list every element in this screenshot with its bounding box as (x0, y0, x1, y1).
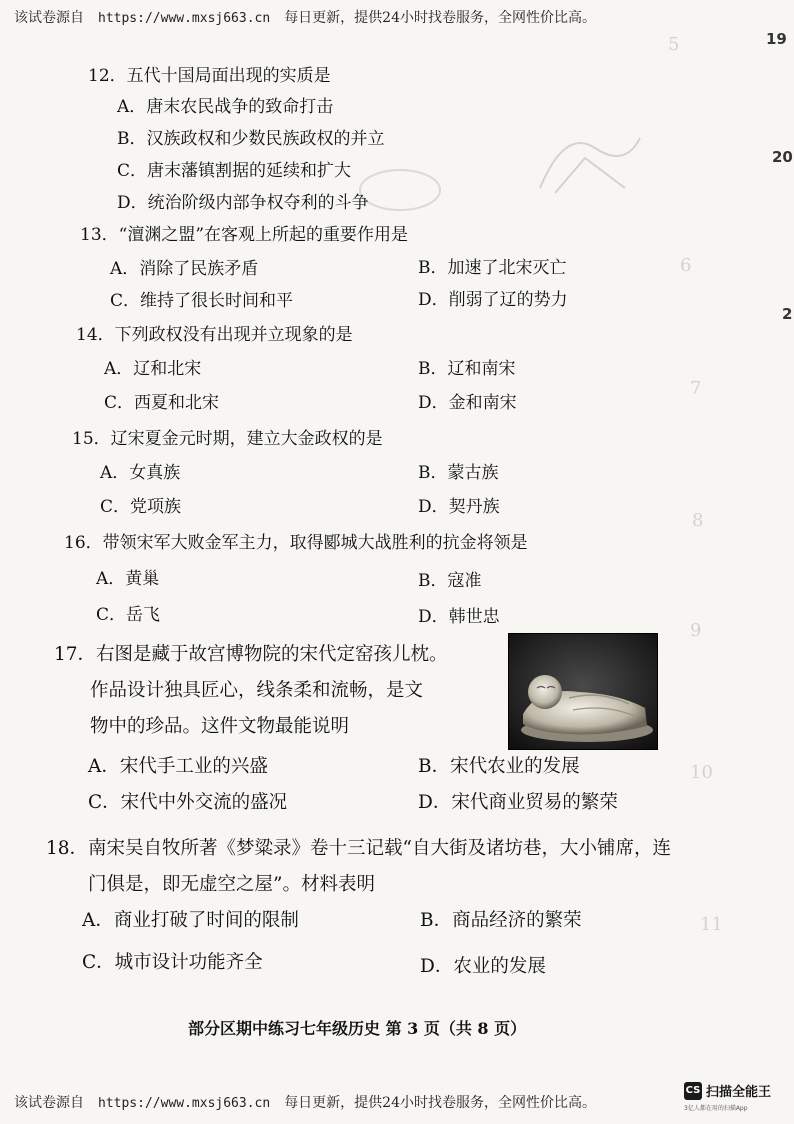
banner-right-text: 每日更新，提供24小时找卷服务，全网性价比高。 (284, 1095, 597, 1111)
option-a: A．消除了民族矛盾 (110, 259, 259, 279)
bleed-through-text: 7 (690, 378, 702, 399)
question-stem-line: 作品设计独具匠心，线条柔和流畅，是文 (90, 680, 424, 701)
option-b: B．蒙古族 (418, 463, 499, 483)
bleed-through-text: 10 (690, 762, 713, 783)
source-banner-bottom (0, 1091, 794, 1115)
scanner-tagline: 3亿人都在用的扫描App (684, 1105, 748, 1112)
banner-left-text: 该试卷源自 (14, 1095, 84, 1111)
option-b: B．宋代农业的发展 (418, 756, 580, 777)
question-stem: 16．带领宋军大败金军主力，取得郾城大战胜利的抗金将领是 (64, 533, 528, 553)
option-c: C．党项族 (100, 497, 182, 517)
banner-left-text: 该试卷源自 (14, 10, 84, 26)
option-a: A．宋代手工业的兴盛 (88, 756, 268, 777)
option-b: B．加速了北宋灭亡 (418, 258, 567, 278)
option-d: D．契丹族 (418, 497, 500, 517)
option-b: B．汉族政权和少数民族政权的并立 (117, 129, 385, 149)
scanner-watermark (684, 1080, 794, 1116)
option-a: A．商业打破了时间的限制 (82, 910, 299, 931)
option-a: A．唐末农民战争的致命打击 (117, 97, 334, 117)
bleed-through-text: 9 (690, 620, 702, 641)
option-a: A．辽和北宋 (104, 359, 202, 379)
option-d: D．金和南宋 (418, 393, 517, 413)
scanner-name: 扫描全能王 (706, 1085, 772, 1100)
source-banner-top (0, 6, 794, 30)
question-stem-line: 物中的珍品。这件文物最能说明 (90, 716, 350, 737)
scanner-logo-icon: CS (684, 1082, 702, 1100)
question-stem-line: 门俱是，即无虚空之屋”。材料表明 (88, 874, 375, 895)
pillow-artifact-photo (508, 633, 658, 750)
bleed-through-figure (535, 118, 645, 198)
edge-page-number: 20 (772, 148, 793, 166)
edge-page-number: 2 (782, 305, 793, 323)
bleed-through-text: 8 (692, 510, 704, 531)
option-a: A．黄巢 (96, 569, 160, 589)
option-d: D．韩世忠 (418, 607, 500, 627)
option-d: D．农业的发展 (420, 956, 546, 977)
question-stem: 12．五代十国局面出现的实质是 (88, 66, 331, 86)
bleed-through-text: 11 (700, 914, 723, 935)
option-c: C．唐末藩镇割据的延续和扩大 (117, 161, 352, 181)
page-footer: 部分区期中练习七年级历史 第 3 页（共 8 页） (188, 1019, 527, 1038)
option-d: D．宋代商业贸易的繁荣 (418, 792, 618, 813)
option-d: D．削弱了辽的势力 (418, 290, 568, 310)
option-a: A．女真族 (100, 463, 181, 483)
question-stem: 14．下列政权没有出现并立现象的是 (76, 325, 353, 345)
option-b: B．商品经济的繁荣 (420, 910, 582, 931)
option-d: D．统治阶级内部争权夺利的斗争 (117, 193, 369, 213)
bleed-through-text: 6 (680, 255, 692, 276)
option-c: C．岳飞 (96, 605, 161, 625)
banner-right-text: 每日更新，提供24小时找卷服务，全网性价比高。 (284, 10, 597, 26)
question-stem-line: 17．右图是藏于故宫博物院的宋代定窑孩儿枕。 (54, 644, 448, 665)
question-stem-line: 18．南宋吴自牧所著《梦粱录》卷十三记载“自大街及诸坊巷，大小铺席，连 (46, 838, 672, 859)
option-c: C．西夏和北宋 (104, 393, 220, 413)
edge-page-number: 19 (766, 30, 787, 48)
banner-url-link[interactable]: https://www.mxsj663.cn (98, 1096, 271, 1111)
option-b: B．寇准 (418, 571, 482, 591)
option-b: B．辽和南宋 (418, 359, 516, 379)
option-c: C．维持了很长时间和平 (110, 291, 294, 311)
question-stem: 15．辽宋夏金元时期，建立大金政权的是 (72, 429, 383, 449)
option-c: C．宋代中外交流的盛况 (88, 792, 288, 813)
question-stem: 13．“澶渊之盟”在客观上所起的重要作用是 (80, 225, 409, 245)
banner-url-link[interactable]: https://www.mxsj663.cn (98, 11, 271, 26)
bleed-through-text: 5 (668, 34, 680, 55)
option-c: C．城市设计功能齐全 (82, 952, 263, 973)
